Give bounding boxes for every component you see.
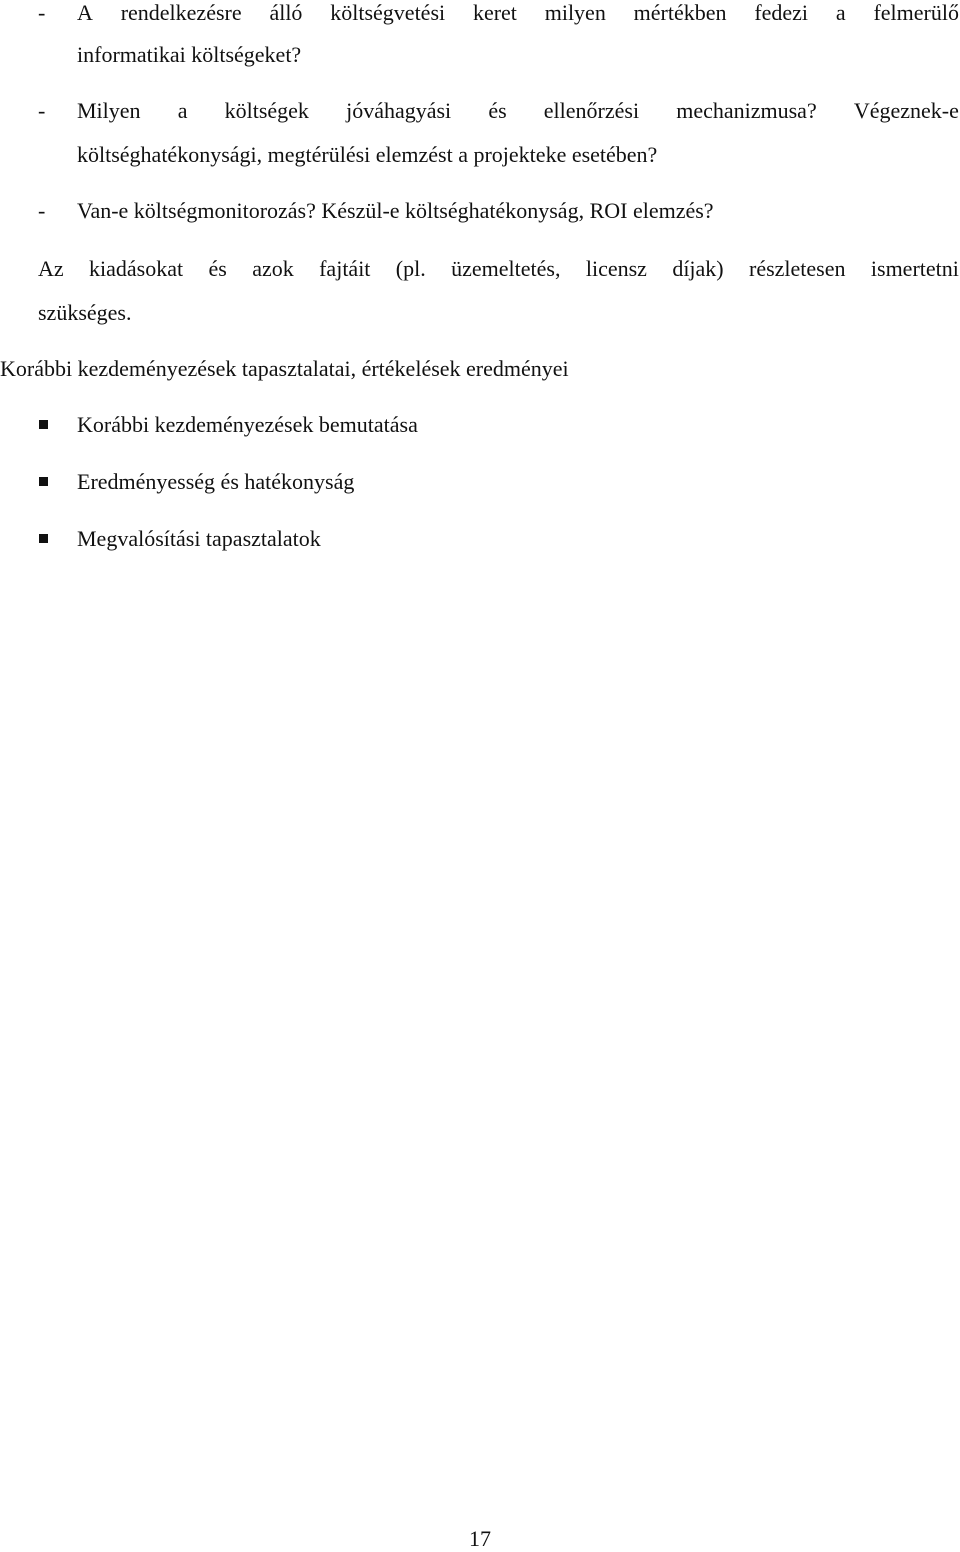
list-item-label: Eredményesség és hatékonyság	[77, 469, 355, 494]
word: Végeznek-e	[853, 98, 959, 123]
list-item-label: Megvalósítási tapasztalatok	[77, 526, 321, 551]
word: (pl.	[395, 256, 426, 281]
word: ismertetni	[870, 256, 959, 281]
word: ellenőrzési	[543, 98, 640, 123]
dash-marker: -	[38, 0, 46, 25]
word: álló	[269, 0, 303, 25]
word: mechanizmusa?	[676, 98, 817, 123]
word: A	[77, 0, 93, 25]
word: Az	[38, 256, 64, 281]
question-1-line-1	[77, 0, 959, 26]
square-bullet-icon	[39, 420, 48, 429]
word: díjak)	[672, 256, 724, 281]
word: fedezi	[754, 0, 809, 25]
word: rendelkezésre	[120, 0, 242, 25]
word: költségvetési	[330, 0, 446, 25]
word: és	[488, 98, 507, 123]
word: a	[835, 0, 846, 25]
question-2-line-2: költséghatékonysági, megtérülési elemzést a projekteke esetében?	[77, 142, 658, 167]
word: azok	[252, 256, 294, 281]
word: keret	[472, 0, 517, 25]
paragraph-line-2: szükséges.	[38, 300, 132, 325]
dash-marker: -	[38, 198, 46, 223]
list-item-label: Korábbi kezdeményezések bemutatása	[77, 412, 418, 437]
word: licensz	[585, 256, 647, 281]
word: mértékben	[633, 0, 727, 25]
word: és	[208, 256, 227, 281]
page-number: 17	[469, 1526, 491, 1551]
word: kiadásokat	[89, 256, 184, 281]
square-bullet-icon	[39, 534, 48, 543]
question-1-line-2: informatikai költségeket?	[77, 42, 302, 67]
word: Milyen	[77, 98, 141, 123]
word: részletesen	[749, 256, 846, 281]
word: fajtáit	[319, 256, 371, 281]
question-3-line-1: Van-e költségmonitorozás? Készül-e költséghatékonyság, ROI elemzés?	[77, 198, 714, 223]
word: felmerülő	[873, 0, 959, 25]
word: a	[177, 98, 188, 123]
question-2-line-1	[77, 98, 959, 124]
word: milyen	[544, 0, 606, 25]
paragraph-line-1	[38, 256, 959, 282]
section-heading: Korábbi kezdeményezések tapasztalatai, értékelések eredményei	[0, 356, 569, 381]
word: üzemeltetés,	[451, 256, 561, 281]
word: jóváhagyási	[346, 98, 452, 123]
square-bullet-icon	[39, 477, 48, 486]
word: költségek	[224, 98, 309, 123]
dash-marker: -	[38, 98, 46, 123]
